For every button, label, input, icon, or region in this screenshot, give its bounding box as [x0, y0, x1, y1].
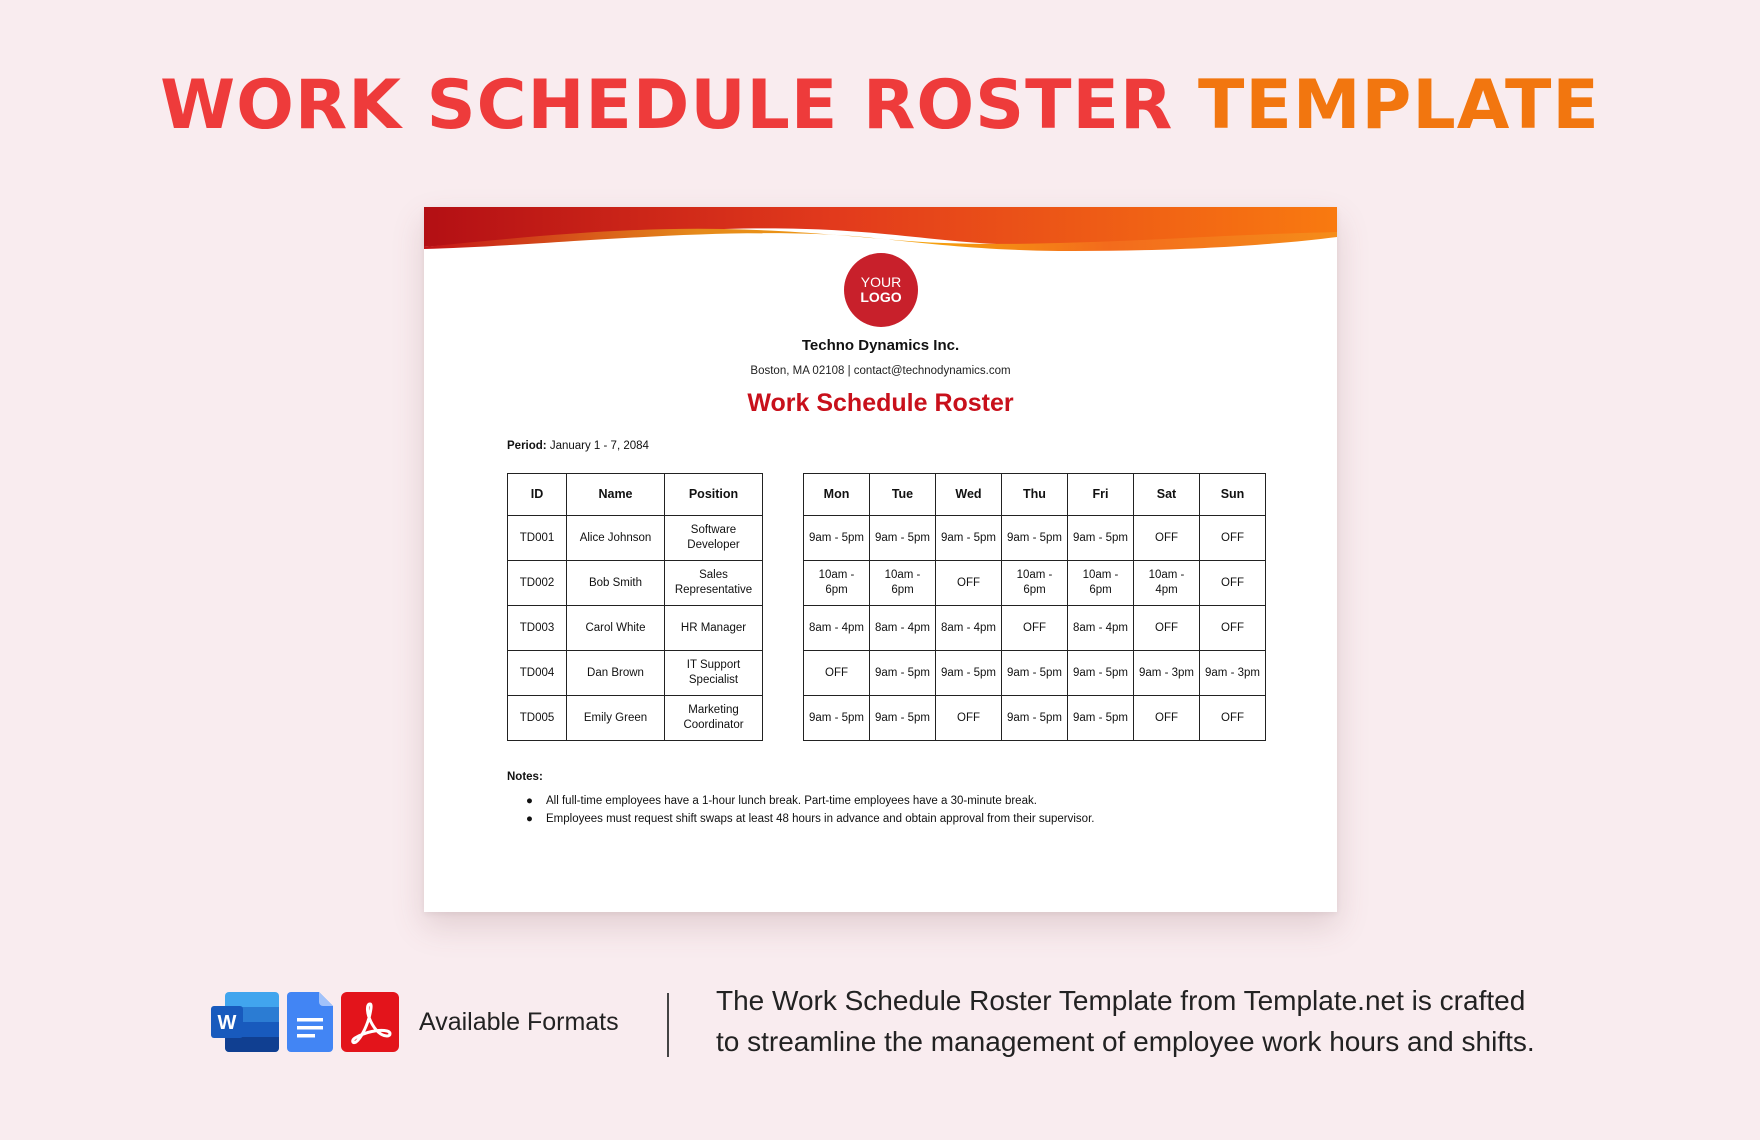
cell-name: Alice Johnson	[567, 516, 665, 561]
note-text: All full-time employees have a 1-hour lunch break. Part-time employees have a 30-minute break.	[546, 795, 1037, 807]
schedule-table	[803, 473, 1266, 741]
column-header-fri: Fri	[1068, 474, 1134, 516]
bullet-icon: ●	[526, 795, 533, 807]
document-preview	[424, 207, 1337, 912]
company-contact: Boston, MA 02108 | contact@technodynamics.com	[750, 365, 1011, 377]
list-item	[526, 810, 1094, 828]
document-title: Work Schedule Roster	[747, 389, 1014, 417]
list-item	[526, 792, 1094, 810]
shift-cell: 9am - 5pm	[1002, 651, 1068, 696]
shift-cell: 9am - 5pm	[870, 696, 936, 741]
shift-cell: 10am - 6pm	[1002, 561, 1068, 606]
google-docs-icon	[287, 992, 333, 1052]
shift-cell: OFF	[1134, 606, 1200, 651]
shift-cell: OFF	[936, 696, 1002, 741]
shift-cell: 8am - 4pm	[804, 606, 870, 651]
column-header-wed: Wed	[936, 474, 1002, 516]
shift-cell: 10am - 6pm	[1068, 561, 1134, 606]
shift-cell: 10am - 4pm	[1134, 561, 1200, 606]
shift-cell: 10am - 6pm	[804, 561, 870, 606]
column-header-thu: Thu	[1002, 474, 1068, 516]
cell-id: TD001	[508, 516, 567, 561]
notes-title: Notes:	[507, 771, 543, 783]
period-label: Period:	[507, 440, 547, 452]
shift-cell: 9am - 5pm	[804, 516, 870, 561]
table-row	[804, 606, 1266, 651]
word-icon	[211, 992, 279, 1052]
shift-cell: 9am - 5pm	[870, 651, 936, 696]
cell-id: TD003	[508, 606, 567, 651]
table-row	[804, 696, 1266, 741]
shift-cell: OFF	[1200, 696, 1266, 741]
cell-name: Bob Smith	[567, 561, 665, 606]
cell-id: TD004	[508, 651, 567, 696]
shift-cell: 9am - 5pm	[804, 696, 870, 741]
shift-cell: 8am - 4pm	[870, 606, 936, 651]
cell-id: TD005	[508, 696, 567, 741]
company-logo	[844, 253, 918, 327]
logo-line-1: YOUR	[860, 274, 902, 290]
table-row	[804, 561, 1266, 606]
cell-id: TD002	[508, 561, 567, 606]
cell-position: Software Developer	[665, 516, 763, 561]
cell-position: Marketing Coordinator	[665, 696, 763, 741]
shift-cell: 8am - 4pm	[936, 606, 1002, 651]
company-name: Techno Dynamics Inc.	[801, 337, 960, 354]
shift-cell: OFF	[1200, 561, 1266, 606]
shift-cell: 9am - 3pm	[1200, 651, 1266, 696]
description-line-1: The Work Schedule Roster Template from Template.net is crafted	[716, 985, 1526, 1016]
table-row	[804, 651, 1266, 696]
cell-position: IT Support Specialist	[665, 651, 763, 696]
bullet-icon: ●	[526, 813, 533, 825]
shift-cell: 10am - 6pm	[870, 561, 936, 606]
cell-name: Emily Green	[567, 696, 665, 741]
shift-cell: 9am - 5pm	[936, 651, 1002, 696]
notes-list	[526, 792, 1094, 828]
description-line-2: to streamline the management of employee work hours and shifts.	[716, 1026, 1535, 1057]
column-header-sat: Sat	[1134, 474, 1200, 516]
column-header-position: Position	[665, 474, 763, 516]
logo-line-2: LOGO	[860, 289, 902, 305]
employee-table-header-row	[508, 474, 763, 516]
note-text: Employees must request shift swaps at least 48 hours in advance and obtain approval from their supervisor.	[546, 813, 1095, 825]
column-header-tue: Tue	[870, 474, 936, 516]
cell-name: Dan Brown	[567, 651, 665, 696]
shift-cell: OFF	[1200, 516, 1266, 561]
column-header-name: Name	[567, 474, 665, 516]
table-row	[508, 561, 763, 606]
cell-name: Carol White	[567, 606, 665, 651]
column-header-sun: Sun	[1200, 474, 1266, 516]
cell-position: HR Manager	[665, 606, 763, 651]
table-row	[804, 516, 1266, 561]
header-wave-banner	[424, 207, 1337, 257]
column-header-mon: Mon	[804, 474, 870, 516]
shift-cell: 9am - 5pm	[1068, 516, 1134, 561]
employee-table	[507, 473, 763, 741]
cell-position: Sales Representative	[665, 561, 763, 606]
shift-cell: 9am - 5pm	[936, 516, 1002, 561]
shift-cell: 9am - 5pm	[1068, 696, 1134, 741]
shift-cell: OFF	[804, 651, 870, 696]
footer-divider	[667, 993, 669, 1057]
shift-cell: 9am - 5pm	[870, 516, 936, 561]
table-row	[508, 696, 763, 741]
schedule-table-header-row	[804, 474, 1266, 516]
table-row	[508, 651, 763, 696]
pdf-icon	[341, 992, 399, 1052]
shift-cell: OFF	[1134, 696, 1200, 741]
column-header-id: ID	[508, 474, 567, 516]
headline-part-2: TEMPLATE	[1198, 66, 1600, 145]
table-row	[508, 516, 763, 561]
shift-cell: 9am - 5pm	[1002, 696, 1068, 741]
svg-text:W: W	[217, 1012, 237, 1034]
shift-cell: OFF	[1002, 606, 1068, 651]
period-value: January 1 - 7, 2084	[549, 440, 649, 452]
shift-cell: 9am - 5pm	[1068, 651, 1134, 696]
shift-cell: 8am - 4pm	[1068, 606, 1134, 651]
template-description	[716, 980, 1726, 1062]
period	[507, 440, 649, 452]
shift-cell: OFF	[1134, 516, 1200, 561]
shift-cell: 9am - 3pm	[1134, 651, 1200, 696]
shift-cell: OFF	[936, 561, 1002, 606]
page-headline	[0, 66, 1760, 145]
headline-part-1: WORK SCHEDULE ROSTER	[160, 66, 1174, 145]
shift-cell: 9am - 5pm	[1002, 516, 1068, 561]
shift-cell: OFF	[1200, 606, 1266, 651]
table-row	[508, 606, 763, 651]
formats-label: Available Formats	[419, 1008, 619, 1036]
